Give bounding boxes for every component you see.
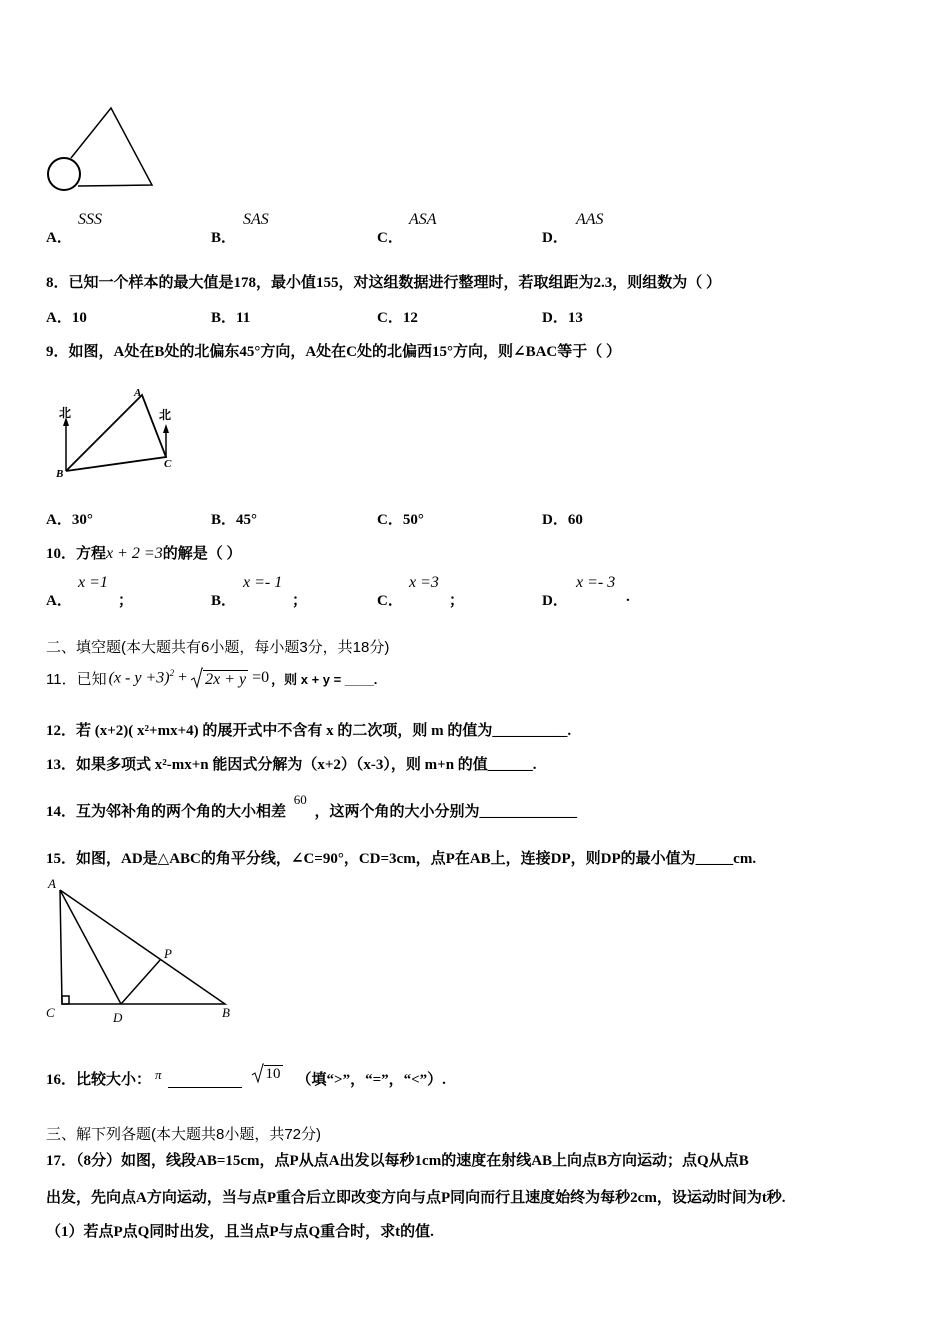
fig15-label-p: P xyxy=(164,946,172,961)
q8-option-c: C．12 xyxy=(377,310,418,326)
angle-bisector-figure xyxy=(40,872,245,1027)
q10-equation: x + 2 =3 xyxy=(106,545,163,562)
section3-title: 三、解下列各题(本大题共8小题，共72分) xyxy=(46,1126,322,1143)
fig9-north-c: 北 xyxy=(159,408,172,422)
fig15-label-b: B xyxy=(222,1005,230,1020)
fig9-label-c: C xyxy=(164,458,172,470)
q7-option-b-value: SAS xyxy=(243,211,269,228)
q11-sqrt: 2x + y xyxy=(191,667,248,689)
q8-question: 8．已知一个样本的最大值是178，最小值155，对这组数据进行整理时，若取组距为2.3，则组数为（ ） xyxy=(46,275,722,291)
fig9-label-b: B xyxy=(56,468,64,480)
q7-option-c-value: ASA xyxy=(409,211,437,228)
q16-question: 16．比较大小： π 10 （填“>”，“=”，“<”）. xyxy=(46,1068,446,1091)
q10-option-c: C． xyxy=(377,593,403,609)
q16-sqrt: 10 xyxy=(252,1063,283,1083)
q9-option-d: D．60 xyxy=(542,512,583,528)
q10-option-a-tail: ； xyxy=(118,593,134,609)
q11-question: 11．已知 $(x - y +3)^2$ + 2x + y =0 ，则 x + y = ____. xyxy=(46,668,378,688)
q7-option-a: A． xyxy=(46,230,72,246)
q10-option-b-tail: ； xyxy=(292,593,308,609)
q10-option-a-value: x =1 xyxy=(78,574,108,591)
q10-option-d-value: x =- 3 xyxy=(576,574,616,591)
q9-option-b: B．45° xyxy=(211,512,258,528)
q10-option-d: D． xyxy=(542,593,568,609)
q10-option-b-value: x =- 1 xyxy=(243,574,283,591)
q10-option-c-tail: ； xyxy=(449,593,465,609)
q9-option-a: A．30° xyxy=(46,512,93,528)
fig9-label-a: A xyxy=(134,387,142,399)
q13-question: 13．如果多项式 x²-mx+n 能因式分解为（x+2）（x-3），则 m+n 的值______. xyxy=(46,757,537,773)
q10-option-d-tail: . xyxy=(626,589,630,605)
q11-expr-left: $(x - y +3)^2$ xyxy=(108,668,175,687)
q14-question: 14．互为邻补角的两个角的大小相差 60 ，这两个角的大小分别为_____________ xyxy=(46,792,578,820)
q9-question: 9．如图，A处在B处的北偏东45°方向，A处在C处的北偏西15°方向，则∠BAC等于（ ） xyxy=(46,344,621,360)
fig15-label-c: C xyxy=(46,1005,55,1020)
q17-line3: （1）若点P点Q同时出发，且当点P与点Q重合时，求t的值. xyxy=(46,1224,434,1240)
q8-option-d: D．13 xyxy=(542,310,583,326)
q8-option-b: B．11 xyxy=(211,310,251,326)
q7-option-a-value: SSS xyxy=(78,211,102,228)
q9-option-c: C．50° xyxy=(377,512,424,528)
fig15-label-d: D xyxy=(113,1010,123,1025)
q10-option-a: A． xyxy=(46,593,72,609)
bearing-figure xyxy=(50,385,190,480)
fig9-north-b: 北 xyxy=(59,406,72,420)
q17-line2: 出发，先向点A方向运动，当与点P重合后立即改变方向与点P同向而行且速度始终为每秒2cm，设运动时间为t秒. xyxy=(46,1190,786,1206)
triangle-outline xyxy=(71,108,152,186)
section2-title: 二、填空题(本大题共有6小题，每小题3分，共18分) xyxy=(46,639,390,656)
circle-shape xyxy=(48,158,80,190)
q17-line1: 17．（8分）如图，线段AB=15cm，点P从点A出发以每秒1cm的速度在射线AB上向点B方向运动；点Q从点B xyxy=(46,1153,749,1169)
q10-option-b: B． xyxy=(211,593,237,609)
q7-option-c: C． xyxy=(377,230,403,246)
q7-option-d-value: AAS xyxy=(576,211,604,228)
q15-question: 15．如图，AD是△ABC的角平分线，∠C=90°，CD=3cm，点P在AB上，连接DP，则DP的最小值为_____cm. xyxy=(46,851,757,867)
triangle-circle-figure xyxy=(40,100,160,195)
q12-question: 12．若 (x+2)( x²+mx+4) 的展开式中不含有 x 的二次项，则 m 的值为__________. xyxy=(46,723,572,739)
q14-value: 60 xyxy=(293,792,307,807)
q16-pi: π xyxy=(155,1067,162,1082)
q10-question: 10．方程x + 2 =3的解是（ ） xyxy=(46,545,242,562)
q10-option-c-value: x =3 xyxy=(409,574,439,591)
q7-option-d: D． xyxy=(542,230,568,246)
q16-answer-blank[interactable] xyxy=(168,1073,242,1088)
q7-option-b: B． xyxy=(211,230,237,246)
fig15-label-a: A xyxy=(48,876,56,891)
q8-option-a: A．10 xyxy=(46,310,87,326)
